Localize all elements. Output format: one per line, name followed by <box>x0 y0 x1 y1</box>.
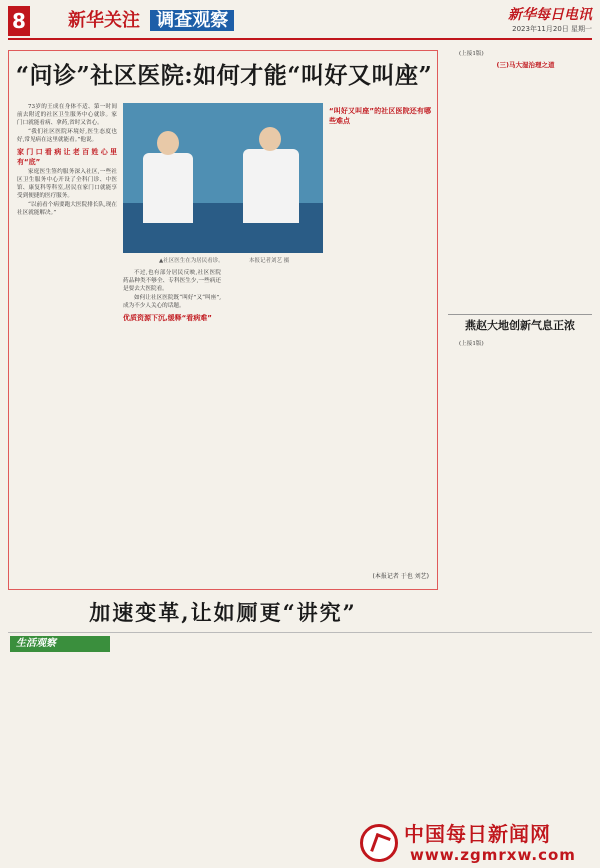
life-section-banner: 生活观察 <box>10 636 110 652</box>
masthead-brand: 新华每日电讯 <box>508 7 592 23</box>
main-col-2 <box>123 269 221 573</box>
watermark-logo-icon <box>360 824 398 862</box>
story3-col-4 <box>334 640 434 816</box>
photo-head <box>259 127 281 151</box>
watermark <box>360 820 600 868</box>
story3-col-1 <box>10 656 110 856</box>
paragraph: 不过,也有部分居民反映,社区医院药品种类不够全、专科医生少,一些病还是要去大医院看。 <box>123 270 221 292</box>
header-rule <box>8 38 592 40</box>
paragraph: “以前看个病要跑大医院排长队,现在社区就能解决。” <box>17 202 117 216</box>
divider <box>448 314 592 315</box>
photo-person <box>143 153 193 223</box>
photo-head <box>157 131 179 155</box>
masthead <box>508 6 592 34</box>
section-title <box>68 8 234 34</box>
masthead-date: 2023年11月20日 星期一 <box>512 25 592 33</box>
watermark-name: 中国每日新闻网 <box>404 822 551 846</box>
story3-col-2 <box>118 640 218 856</box>
main-story <box>8 50 438 590</box>
subhead: 家门口看病让老百姓心里有“底” <box>17 148 117 166</box>
main-col-1 <box>17 103 117 573</box>
photo-credit: 本报记者刘艺 摄 <box>249 258 290 264</box>
story2-text <box>448 340 592 590</box>
divider <box>8 632 592 633</box>
story3-col-3 <box>226 640 326 856</box>
main-col-4 <box>329 103 431 573</box>
page-number: 8 <box>8 6 30 36</box>
continued-label: (上接1版) <box>459 51 484 57</box>
section-name: 新华关注 <box>68 10 140 31</box>
byline: (本报记者 于也 刘艺) <box>372 573 429 580</box>
paragraph: 73岁的王成在身体不适、第一时间前去附近的社区卫生服务中心就诊。家门口就能看病、拿药,省时又省心。 <box>17 104 117 126</box>
section-tag: 调查观察 <box>150 10 234 31</box>
right-subhead: (三)马大湿治理之道 <box>496 61 555 69</box>
photo-caption: ▲社区医生在为居民看诊。 <box>159 258 224 264</box>
photo-person <box>243 149 299 223</box>
subhead: “叫好又叫座”的社区医院还有哪些难点 <box>329 107 431 125</box>
subhead: 优质资源下沉,缓释“看病难” <box>123 314 212 322</box>
paragraph: 如何让社区医院既“叫好”又“叫座”,成为不少人关心的话题。 <box>123 295 221 309</box>
main-col-3 <box>225 269 323 573</box>
story3-headline: 加速变革,让如厕更“讲究” <box>89 600 357 625</box>
right-col-text <box>448 50 592 310</box>
paragraph: 家庭医生签约服务深入社区,一些社区卫生服务中心开设了全科门诊、中医馆、康复科等科室,居民在家门口就能享受到便捷的医疗服务。 <box>17 169 117 199</box>
continued-label: (上接1版) <box>459 341 484 347</box>
main-headline: “问诊”社区医院:如何才能“叫好又叫座” <box>15 62 433 89</box>
paragraph: “我们社区医院环境好,医生态度也好,常见病在这里就能看。”他说。 <box>17 129 117 143</box>
watermark-url: www.zgmrxw.com <box>410 846 576 864</box>
story2-headline: 燕赵大地创新气息正浓 <box>465 319 575 332</box>
news-photo <box>123 103 323 253</box>
